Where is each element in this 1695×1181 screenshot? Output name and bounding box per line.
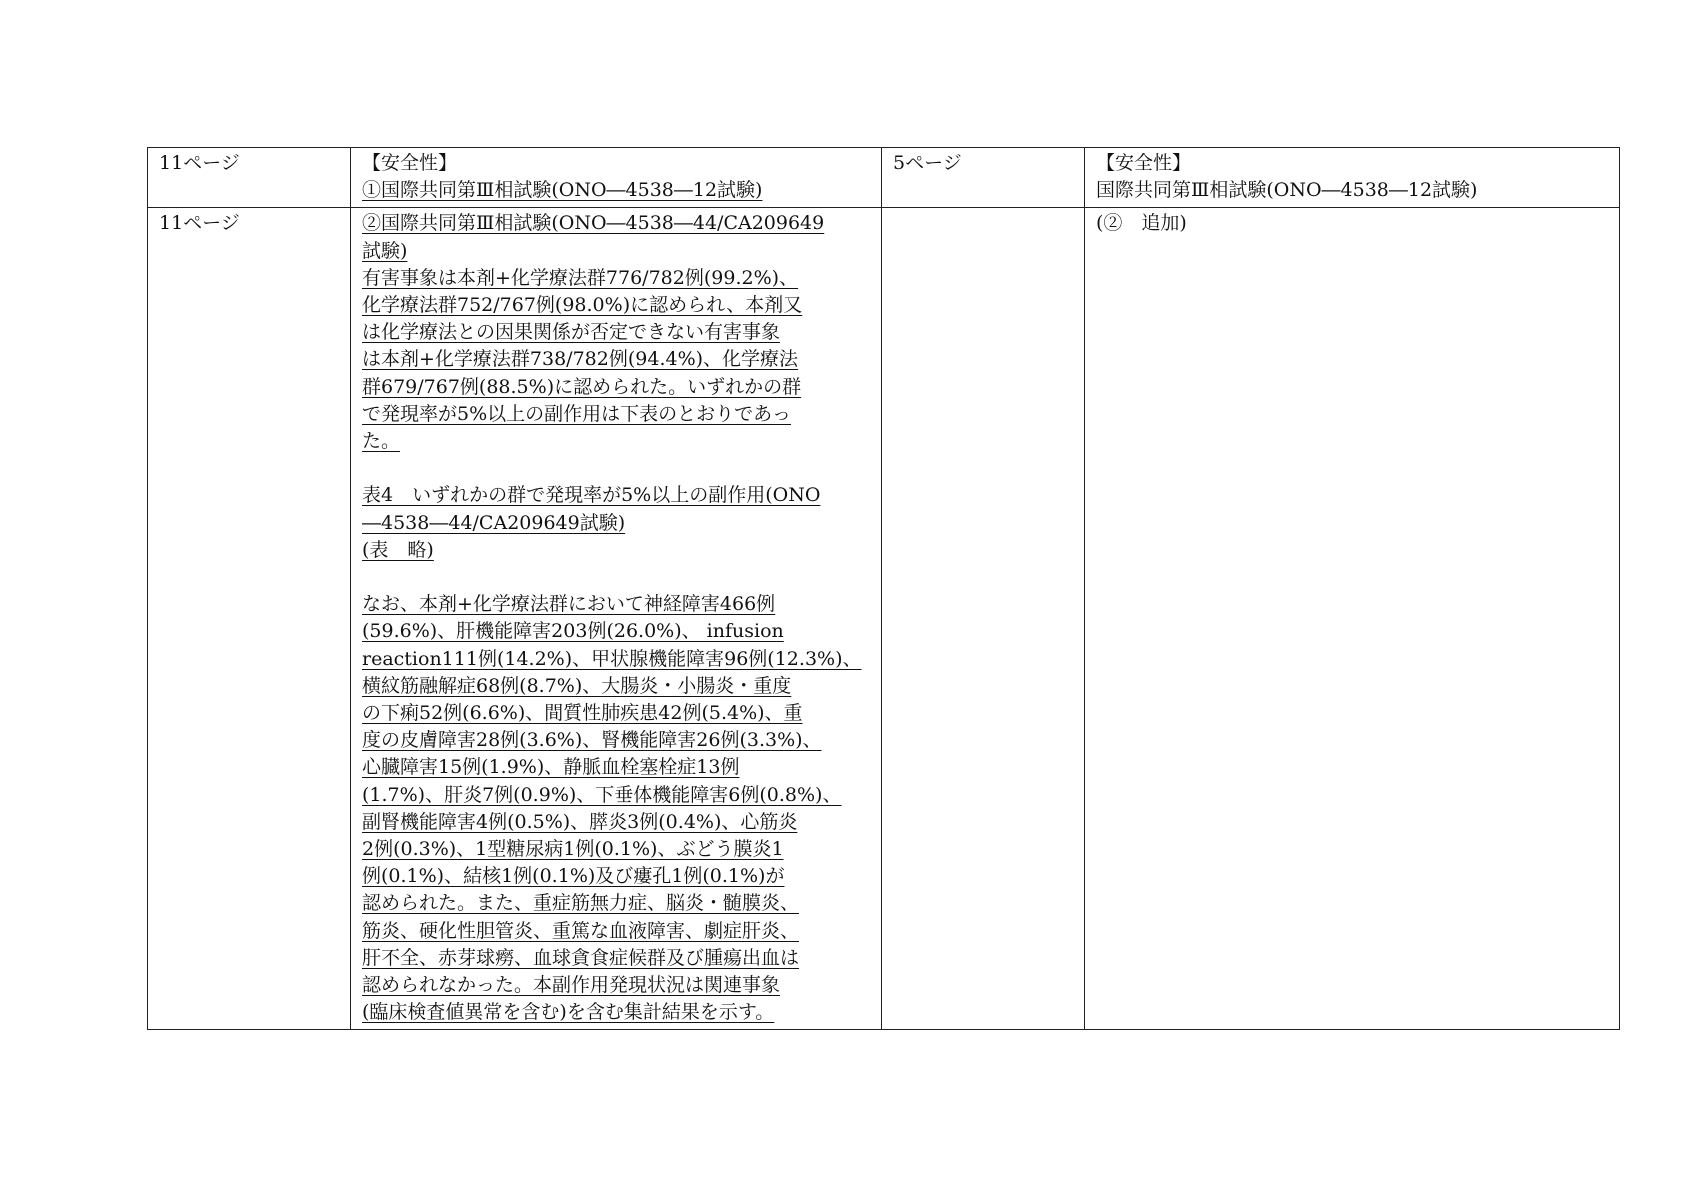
table-row [148,208,1620,1030]
page-ref-new [148,208,351,1030]
text-line: (1.7%)、肝炎7例(0.9%)、下垂体機能障害6例(0.8%)、 [362,783,842,806]
revision-comparison-table [147,147,1620,1030]
text-line: 化学療法群752/767例(98.0%)に認められ、本剤又 [362,294,803,317]
blank-line [362,564,876,591]
page-ref-old [882,208,1085,1030]
text-line: 有害事象は本剤+化学療法群776/782例(99.2%)、 [362,266,799,289]
text-line: (表 略) [362,538,434,561]
revised-text-cell [351,148,882,208]
text-line: 表4 いずれかの群で発現率が5%以上の副作用(ONO [362,484,821,507]
text-line: 群679/767例(88.5%)に認められた。いずれかの群 [362,375,802,398]
text-line: 度の皮膚障害28例(3.6%)、腎機能障害26例(3.3%)、 [362,729,822,752]
text-line: (59.6%)、肝機能障害203例(26.0%)、 infusion [362,620,784,643]
text-line: reaction111例(14.2%)、甲状腺機能障害96例(12.3%)、 [362,647,862,670]
section-heading: 【安全性】 [1096,152,1192,174]
text-line: は化学療法との因果関係が否定できない有害事象 [362,321,781,344]
trial-title: 国際共同第Ⅲ相試験(ONO―4538―12試験) [1096,179,1478,202]
text-line: 副腎機能障害4例(0.5%)、膵炎3例(0.4%)、心筋炎 [362,810,798,833]
text-line: なお、本剤+化学療法群において神経障害466例 [362,593,776,616]
text-line: 2例(0.3%)、1型糖尿病1例(0.1%)、ぶどう膜炎1 [362,838,784,861]
revised-text-cell [351,208,882,1030]
page-ref-label: 11ページ [159,212,240,235]
blank-line [362,455,876,482]
text-line: 認められなかった。本副作用発現状況は関連事象 [362,974,781,997]
text-line: ―4538―44/CA209649試験) [362,511,626,534]
text-line: 例(0.1%)、結核1例(0.1%)及び瘻孔1例(0.1%)が [362,865,785,888]
text-line: 筋炎、硬化性胆管炎、重篤な血液障害、劇症肝炎、 [362,919,800,942]
trial-title: ①国際共同第Ⅲ相試験(ONO―4538―12試験) [362,179,763,202]
text-line: (臨床検査値異常を含む)を含む集計結果を示す。 [362,1001,775,1024]
text-line: 心臓障害15例(1.9%)、静脈血栓塞栓症13例 [362,756,740,779]
text-line: の下痢52例(6.6%)、間質性肺疾患42例(5.4%)、重 [362,702,803,725]
text-line: 認められた。また、重症筋無力症、脳炎・髄膜炎、 [362,892,800,915]
text-line: で発現率が5%以上の副作用は下表のとおりであっ [362,402,791,425]
text-line: 横紋筋融解症68例(8.7%)、大腸炎・小腸炎・重度 [362,674,792,697]
page-ref-old [882,148,1085,208]
table-row [148,148,1620,208]
text-line: た。 [362,430,401,453]
text-line: ②国際共同第Ⅲ相試験(ONO―4538―44/CA209649 [362,212,825,235]
text-line: 試験) [362,239,408,262]
text-line: は本剤+化学療法群738/782例(94.4%)、化学療法 [362,348,799,371]
page-ref-label: 11ページ [159,152,240,174]
text-line: 肝不全、赤芽球癆、血球貪食症候群及び腫瘍出血は [362,946,800,969]
page-ref-new [148,148,351,208]
addition-note: (② 追加) [1096,212,1187,235]
page-ref-label: 5ページ [893,152,962,174]
section-heading: 【安全性】 [362,152,458,174]
current-text-cell [1085,148,1620,208]
added-safety-text [362,210,876,1026]
current-text-cell [1085,208,1620,1030]
